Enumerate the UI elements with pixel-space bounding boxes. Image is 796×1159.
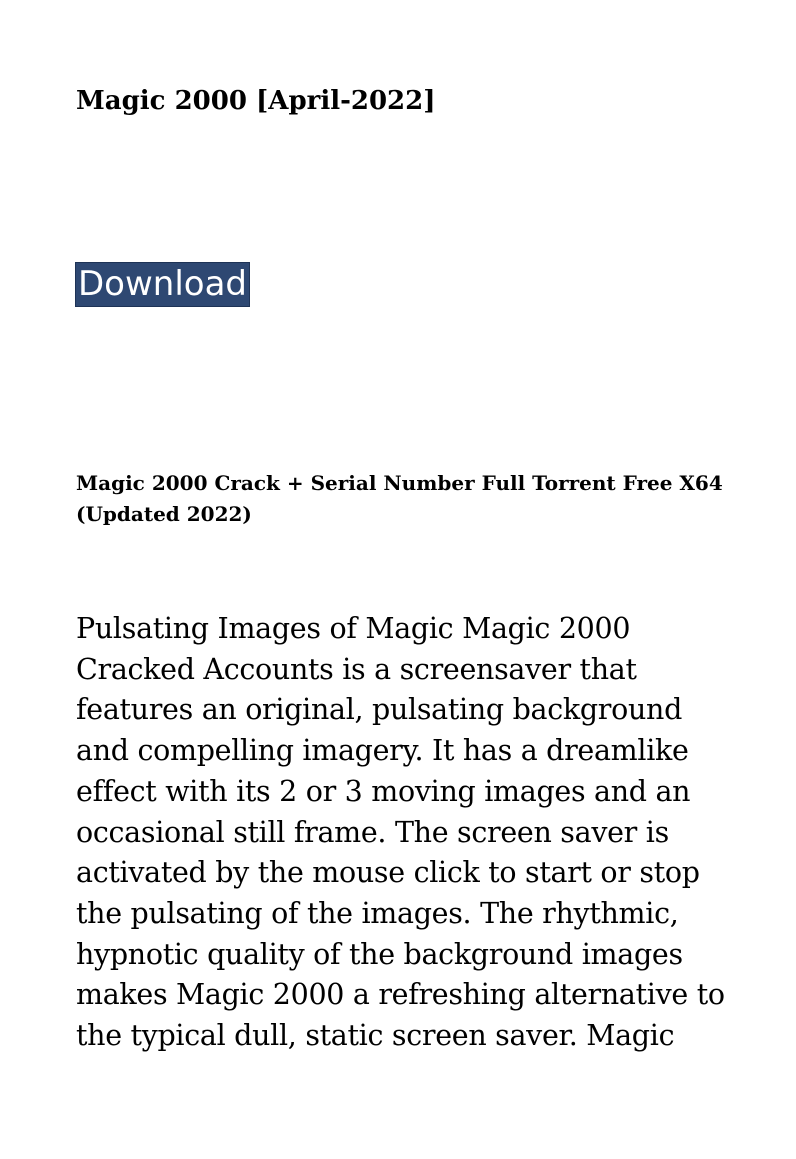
- body-line: occasional still frame. The screen saver is: [76, 815, 669, 849]
- section-heading: Magic 2000 Crack + Serial Number Full Torrent Free X64 (Updated 2022): [76, 471, 723, 526]
- body-paragraph: [76, 609, 736, 1057]
- body-line: hypnotic quality of the background images: [76, 937, 683, 971]
- body-line: makes Magic 2000 a refreshing alternative to: [76, 978, 725, 1012]
- body-line: and compelling imagery. It has a dreamlike: [76, 734, 689, 768]
- body-line: the typical dull, static screen saver. Magic: [76, 1019, 675, 1053]
- body-line: the pulsating of the images. The rhythmic,: [76, 896, 679, 930]
- body-line: Cracked Accounts is a screensaver that: [76, 652, 637, 686]
- body-line: effect with its 2 or 3 moving images and an: [76, 774, 691, 808]
- page-title: Magic 2000 [April-2022]: [76, 86, 436, 116]
- download-button[interactable]: Download: [75, 262, 250, 307]
- body-line: activated by the mouse click to start or stop: [76, 856, 700, 890]
- body-line: Pulsating Images of Magic Magic 2000: [76, 612, 631, 645]
- body-line: features an original, pulsating background: [76, 693, 683, 727]
